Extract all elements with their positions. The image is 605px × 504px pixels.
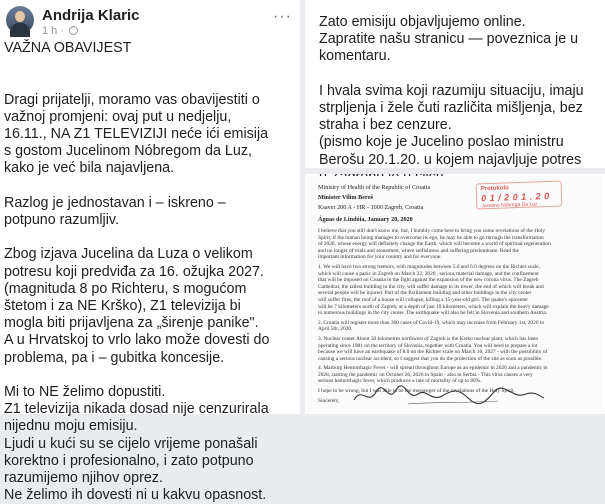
letter-recipient-minister: Minister Vilim Beroš [318,194,374,201]
blank-line [4,74,296,91]
post-text-line: štetom i za NE Krško), Z1 televizija bi [4,297,241,314]
stamp-name: Jucelino Nóbrega Da Luz [481,201,538,210]
meta-separator: · [60,25,65,37]
letter-line: operating since 1981 on the territory of Slovenia, together with Croatia. You will need to prepare a lot [318,342,538,349]
letter-line: which will cause a panic in Zagreb on March 22, 2020 , serious material damage, and the confinement [318,270,539,277]
letter-line: Sincerely, [318,397,340,404]
blank-line [4,367,296,384]
blank-line [319,66,601,83]
avatar-head-shape [15,11,25,22]
letter-line: will suffer fires, the roof of a house will collapse, killing a 15-year-old girl. The quake's epicenter [318,296,529,303]
post-text-line: razumijemo njihov oprez. [4,470,163,486]
letter-line: serious hemorrhagic fever, which produces a rate of mortality of up to 80%. [318,378,482,385]
post-text-line: Razlog je jednostavan i – iskreno – [4,194,226,211]
letter-recipient-ministry: Ministry of Health of the Republic of Croatia [318,184,431,191]
letter-line: important information for your country and for everyone. [318,254,442,261]
letter-line: Spirit, if the human being manages to overcome its ego, he may be able to go through the transformation [318,234,544,241]
protocol-stamp [476,181,563,210]
blank-line [4,57,296,74]
avatar-body-shape [10,23,30,37]
post-text-continued [319,14,601,186]
more-options-icon[interactable]: ··· [273,8,292,25]
right-post-panel [305,0,605,414]
post-text-line: 16.11., NA Z1 TELEVIZIJI neće ići emisija [4,125,269,142]
letter-recipient-address: Ksaver 200 A - HR - 1000 Zagreb, Croatia [318,204,424,211]
post-text-line: I hvala svima koji razumiju situaciju, imaju [319,82,584,99]
signature-scribble [348,382,548,408]
letter-line: causing a serious nuclear accident, so I suggest that you do the protection of the site as soon as possible. [318,355,543,362]
left-post-panel [0,0,300,504]
post-text-line: A u Hrvatskoj to vrlo lako može dovesti do [4,332,270,349]
stamp-number: 0 1 / 2 0 1 . 2 0 [480,190,550,204]
post-text-line: Zbog izjava Jucelina da Luza o velikom [4,246,253,263]
blank-line [4,178,296,195]
globe-icon [69,26,78,35]
post-text-line: Ne želimo ih dovesti ni u kakvu opasnost. [4,487,267,504]
post-text-line: Mi to NE želimo dopustiti. [4,383,166,400]
post-text-line: s gostom Jucelinom Nóbregom da Luz, [4,143,252,160]
post-text-line: strpljenja i žele čuti različita mišljenja, bez [319,100,583,116]
author-name[interactable]: Andrija Klaric [42,7,140,24]
letter-line: because we will have an earthquake of 8.0 on the Richter scale on March 16, 2027 - with the possibility of [318,349,548,356]
letter-line: that will be imposed on Croatia in the fight against the expansion of the new corona virus. The Zagreb [318,277,539,284]
post-text-line: potresu koji predviđa za 16. ožujka 2027. [4,263,264,280]
post-text-line: Ljudi u kući su se cijelo vrijeme ponašali [4,435,258,452]
post-text-line: Z1 televizija nikada dosad nije cenzurirala [4,401,269,418]
post-text-line: Zapratite našu stranicu — poveznica je u [319,31,579,48]
blank-line [4,229,296,246]
post-text [4,40,296,504]
stamp-title: Protokolo [480,185,509,193]
letter-line: 3. Nuclear center About 50 kilometres northwest of Zagreb is the Krsko nuclear plant, which has been [318,335,539,342]
letter-body [318,228,593,404]
post-text-line: korektno i profesionalno, i zato potpuno [4,452,254,469]
letter-line: several people will be injured. Part of the Parliament building and other buildings in the city center [318,290,532,297]
post-text-line: Berošu 20.1.20. u kojem najavljuje potres [319,151,582,168]
letter-line: 4. Marburg Hemorrhagic Fever - will spread throughout Europe as an epidemic in 2026 and a pandemic in [318,365,548,372]
post-text-line: komentaru. [319,48,391,65]
letter-line: 2. Croatia will register more than 300 cases of Covid-19, which may increase from February 1st, 2020 to [318,319,545,326]
post-text-line: kako je već bila najavljena. [4,160,175,177]
letter-line: will be 7 kilometers north of Zagreb, at a depth of just 10 kilometers, which will explain the heavy damage [318,303,549,310]
letter-line: 1. We will have two strong tremors, with magnitudes between 5.0 and 6.0 degrees on the Richter scale, [318,263,540,270]
letter-line: Cathedral, the tallest building in the city, will suffer damage to its tower, the end of which will break and [318,283,544,290]
letter-line: to numerous buildings in the city center. The earthquake will also be felt in Slovenia and southern Austria. [318,310,548,317]
letter-line: and no longer of trials and atonement, where selfishness and suffering predominate. Read the [318,247,519,254]
letter-line: April 5th, 2020. [318,326,353,333]
post-text-line: (pismo koje je Jucelino poslao ministru [319,134,564,151]
post-separator [305,168,605,174]
post-text-line: mogla biti prijavljena za „širenje panike". [4,315,259,332]
letter-image[interactable] [308,176,603,412]
letter-line: 2028, starting the pandemic on October 26, 2026 in Spain - also in Serbia - This virus causes a very [318,371,533,378]
letter-line: of 2020, whose energy will definitely change the Earth, which will become a world of spiritual regeneration [318,241,551,248]
post-text-line: potpuno razumljiv. [4,211,119,228]
post-time[interactable]: 1 h [42,25,58,37]
post-text-line: nijednu moju emisiju. [4,418,138,435]
post-text-line: (magnituda 8 po Richteru, s mogućom [4,280,247,297]
post-meta [42,25,78,37]
post-text-line: važnoj promjeni: ovaj put u nedjelju, [4,108,232,125]
post-text-line: VAŽNA OBAVIJEST [4,40,132,56]
letter-place-date: Águas de Lindóia, January 20, 2020 [318,216,413,223]
letter-line: I hope to be wrong, but I was able to be the messenger of the revelations of the Holy Spirit. [318,388,515,395]
post-header [6,6,296,38]
post-text-line: problema, pa i – gubitka koncesije. [4,349,225,366]
letter-line: I believe that you still don't know me, but, I humbly come here to bring you some revelations of the Holy [318,228,546,234]
avatar[interactable] [6,6,34,34]
post-text-line: straha i bez cenzure. [319,117,452,134]
post-text-line: Dragi prijatelji, moramo vas obavijestiti o [4,91,260,108]
post-text-line: Zato emisiju objavljujemo online. [319,14,526,30]
